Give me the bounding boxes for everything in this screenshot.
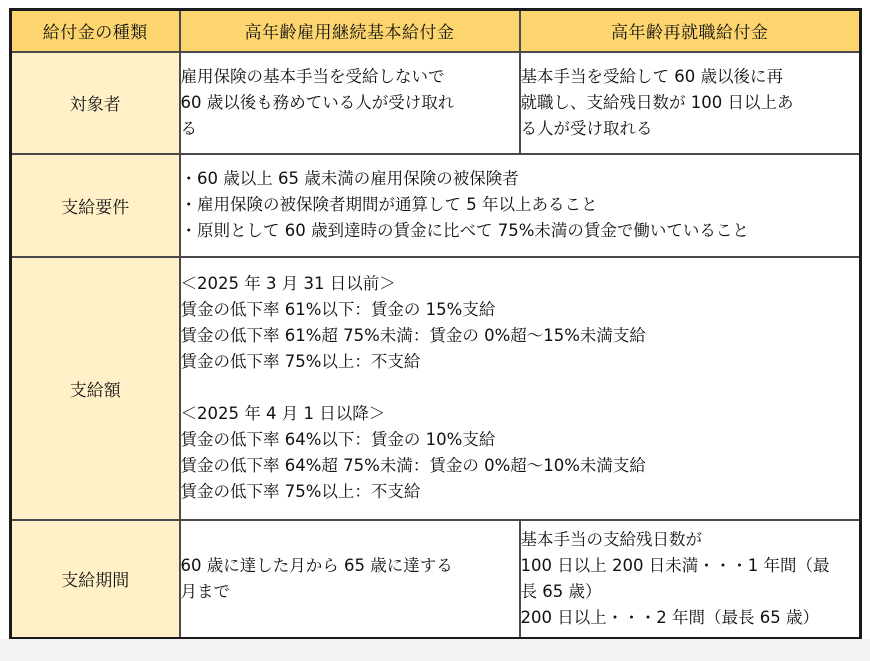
requirement-item: ・雇用保険の被保険者期間が通算して 5 年以上あること bbox=[180, 195, 598, 214]
text-line: 60 歳に達した月から 65 歳に達する bbox=[180, 555, 453, 575]
text-line: 基本手当の支給残日数が bbox=[520, 529, 702, 549]
benefits-comparison-table bbox=[9, 8, 862, 640]
period-continued-cell bbox=[180, 520, 520, 639]
period-reemployment-cell bbox=[520, 520, 861, 639]
target-reemployment-cell bbox=[520, 52, 861, 154]
requirements-cell bbox=[180, 154, 861, 257]
text-line: 100 日以上 200 日未満・・・1 年間（最 bbox=[520, 555, 830, 575]
text-line: 長 65 歳） bbox=[520, 581, 602, 601]
amount-before-line: 賃金の低下率 61%以下：賃金の 15%支給 bbox=[180, 300, 496, 319]
amount-after-line: 賃金の低下率 64%超 75%未満：賃金の 0%超～10%未満支給 bbox=[180, 456, 646, 475]
text-line: 基本手当を受給して 60 歳以後に再 bbox=[520, 66, 783, 86]
row-label-requirements: 支給要件 bbox=[11, 154, 180, 257]
amount-before-line: 賃金の低下率 61%超 75%未満：賃金の 0%超～15%未満支給 bbox=[180, 326, 646, 345]
amount-after-heading: ＜2025 年 4 月 1 日以降＞ bbox=[180, 404, 386, 423]
table-row-amount bbox=[11, 257, 861, 520]
text-line: 就職し、支給残日数が 100 日以上あ bbox=[520, 92, 794, 112]
text-line: 60 歳以後も務めている人が受け取れ bbox=[180, 92, 455, 112]
table-row-period bbox=[11, 520, 861, 639]
text-line: 雇用保険の基本手当を受給しないで bbox=[180, 66, 445, 86]
row-label-target: 対象者 bbox=[11, 52, 180, 154]
amount-before-line: 賃金の低下率 75%以上：不支給 bbox=[180, 352, 421, 371]
row-label-amount: 支給額 bbox=[11, 257, 180, 520]
target-continued-cell bbox=[180, 52, 520, 154]
amount-after-line: 賃金の低下率 64%以下：賃金の 10%支給 bbox=[180, 430, 496, 449]
header-benefit-type: 給付金の種類 bbox=[11, 10, 180, 52]
text-line: る bbox=[180, 118, 197, 138]
amount-cell bbox=[180, 257, 861, 520]
page-bottom-strip bbox=[0, 639, 870, 661]
text-line: る人が受け取れる bbox=[520, 118, 653, 138]
amount-after-line: 賃金の低下率 75%以上：不支給 bbox=[180, 482, 421, 501]
header-reemployment-benefit: 高年齢再就職給付金 bbox=[520, 10, 861, 52]
text-line: 月まで bbox=[180, 581, 230, 601]
header-continued-employment-benefit: 高年齢雇用継続基本給付金 bbox=[180, 10, 520, 52]
requirement-item: ・60 歳以上 65 歳未満の雇用保険の被保険者 bbox=[180, 169, 519, 188]
table-header-row bbox=[11, 10, 861, 52]
table-row-requirements bbox=[11, 154, 861, 257]
text-line: 200 日以上・・・2 年間（最長 65 歳） bbox=[520, 607, 819, 627]
spacer bbox=[181, 375, 860, 401]
amount-before-heading: ＜2025 年 3 月 31 日以前＞ bbox=[180, 274, 396, 293]
row-label-period: 支給期間 bbox=[11, 520, 180, 639]
requirement-item: ・原則として 60 歳到達時の賃金に比べて 75%未満の賃金で働いていること bbox=[180, 221, 749, 240]
table-row-target bbox=[11, 52, 861, 154]
